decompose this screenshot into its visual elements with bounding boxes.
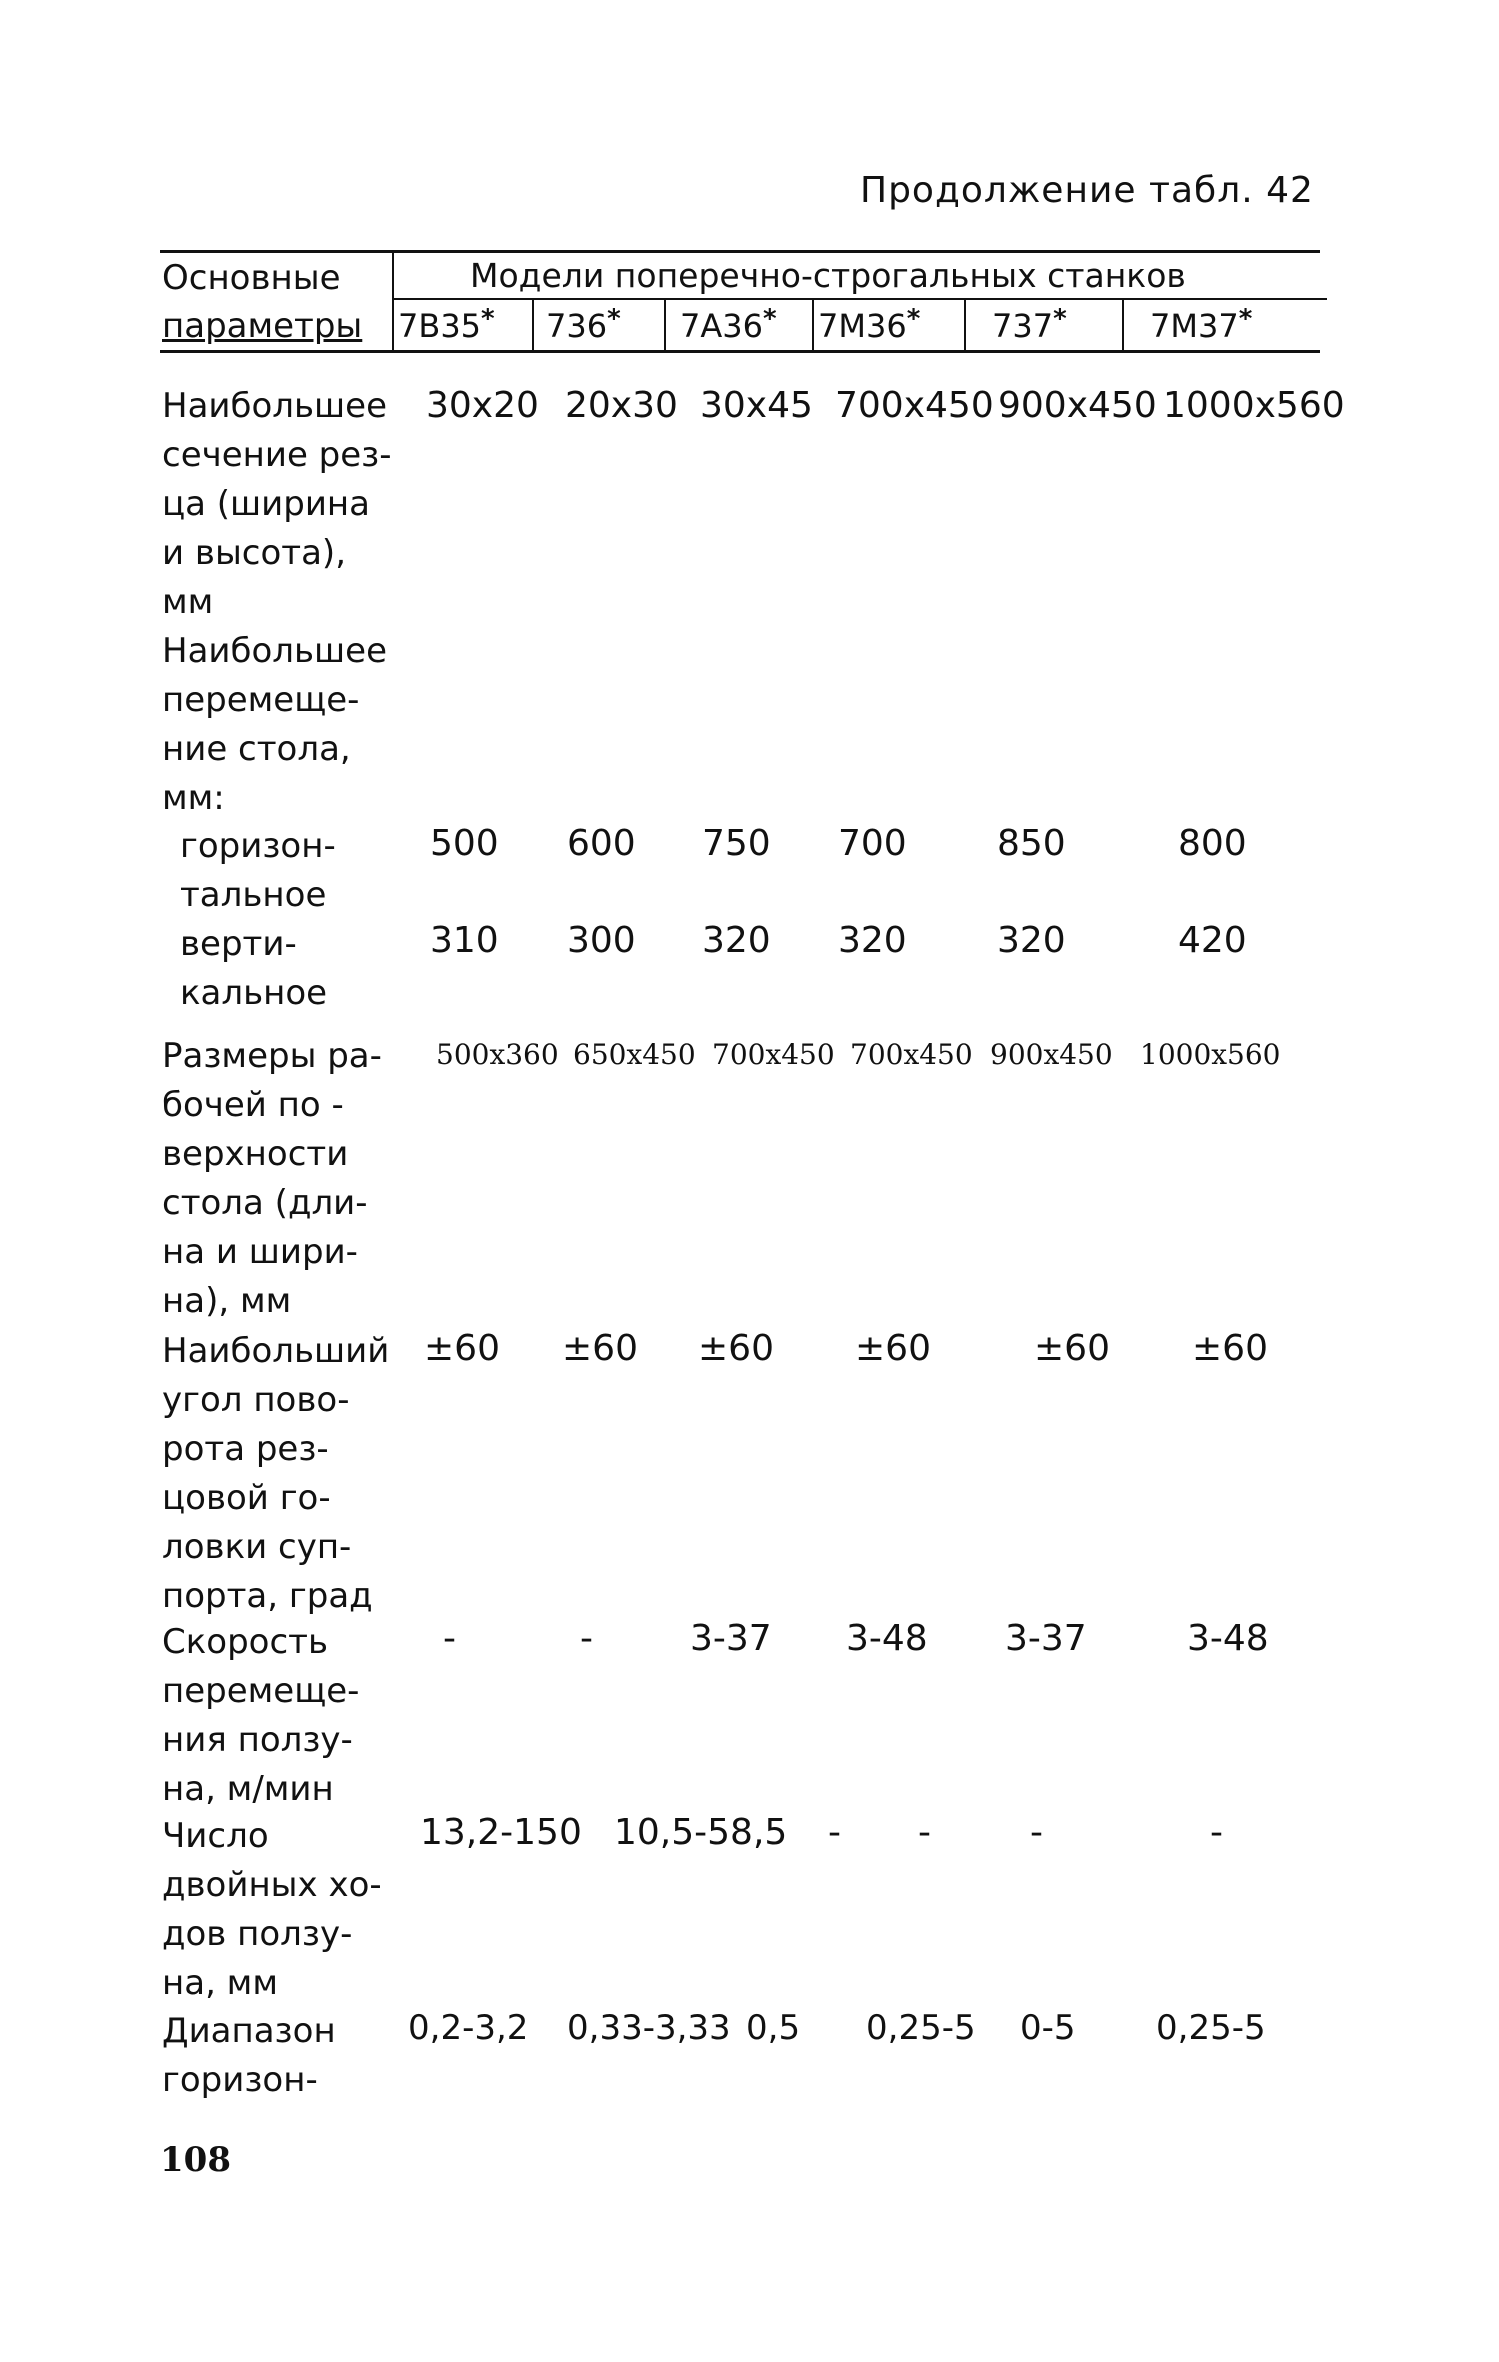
- row-label: Наибольшее перемеще- ние стола, мм:: [162, 631, 387, 818]
- cell-value: 900x450: [998, 385, 1157, 426]
- cell-value: 700x450: [835, 385, 994, 426]
- model-header: 7В35*: [398, 304, 495, 345]
- cell-value: 20x30: [565, 385, 678, 426]
- cell-value: 900x450: [990, 1038, 1113, 1071]
- header-divider: [392, 252, 394, 350]
- row-label: Наибольший угол пово- рота рез- цовой го- ловки суп- порта, град: [162, 1331, 390, 1616]
- cell-value: 700x450: [850, 1038, 973, 1071]
- page-number: 108: [160, 2140, 231, 2180]
- row-label: Диапазон горизон-: [162, 2011, 336, 2100]
- cell-value: ±60: [698, 1328, 774, 1369]
- row-label: Наибольшее сечение рез- ца (ширина и высота), мм: [162, 386, 392, 622]
- cell-value: 500x360: [436, 1038, 559, 1071]
- cell-value: 3-48: [1187, 1618, 1269, 1659]
- cell-value: 10,5-58,5: [614, 1812, 788, 1853]
- header-divider: [664, 300, 666, 350]
- cell-value: 800: [1178, 823, 1247, 864]
- header-param-label: Основные: [162, 258, 341, 298]
- cell-value: 320: [838, 920, 907, 961]
- cell-value: 320: [997, 920, 1066, 961]
- row-label: верти- кальное: [180, 924, 328, 1013]
- cell-value: 0,5: [746, 2008, 801, 2048]
- cell-value: ±60: [1192, 1328, 1268, 1369]
- cell-value: -: [443, 1618, 456, 1659]
- cell-value: 0-5: [1020, 2008, 1076, 2048]
- cell-value: 300: [567, 920, 636, 961]
- row-label: Скорость перемеще- ния ползу- на, м/мин: [162, 1622, 360, 1809]
- cell-value: 320: [702, 920, 771, 961]
- header-top-rule: [160, 250, 1320, 253]
- cell-value: 3-48: [846, 1618, 928, 1659]
- cell-value: 1000x560: [1163, 385, 1345, 426]
- model-header: 7М36*: [818, 304, 921, 345]
- header-divider: [532, 300, 534, 350]
- cell-value: 650x450: [573, 1038, 696, 1071]
- cell-value: 600: [567, 823, 636, 864]
- header-bottom-rule: [160, 350, 1320, 353]
- header-divider: [812, 300, 814, 350]
- model-header: 7М37*: [1150, 304, 1253, 345]
- cell-value: 30x20: [426, 385, 539, 426]
- model-header: 737*: [992, 304, 1067, 345]
- model-header: 7А36*: [680, 304, 777, 345]
- row-label: Размеры ра- бочей по - верхности стола (дли- на и шири- на), мм: [162, 1036, 382, 1321]
- cell-value: 750: [702, 823, 771, 864]
- cell-value: 0,33-3,33: [567, 2008, 731, 2048]
- cell-value: 0,2-3,2: [408, 2008, 529, 2048]
- cell-value: 0,25-5: [1156, 2008, 1266, 2048]
- cell-value: 850: [997, 823, 1066, 864]
- cell-value: 500: [430, 823, 499, 864]
- header-divider: [964, 300, 966, 350]
- cell-value: -: [1210, 1812, 1223, 1853]
- cell-value: ±60: [562, 1328, 638, 1369]
- cell-value: 310: [430, 920, 499, 961]
- row-label: горизон- тальное: [180, 826, 336, 915]
- cell-value: 3-37: [1005, 1618, 1087, 1659]
- cell-value: 30x45: [700, 385, 813, 426]
- cell-value: 420: [1178, 920, 1247, 961]
- table-caption: Продолжение табл. 42: [860, 170, 1314, 211]
- header-param-label: параметры: [162, 306, 363, 346]
- cell-value: -: [1030, 1812, 1043, 1853]
- header-divider: [1122, 300, 1124, 350]
- cell-value: 700: [838, 823, 907, 864]
- cell-value: 0,25-5: [866, 2008, 976, 2048]
- cell-value: 13,2-150: [420, 1812, 582, 1853]
- cell-value: ±60: [424, 1328, 500, 1369]
- cell-value: -: [580, 1618, 593, 1659]
- cell-value: ±60: [855, 1328, 931, 1369]
- header-group-title: Модели поперечно-строгальных станков: [470, 256, 1186, 295]
- cell-value: -: [828, 1812, 841, 1853]
- cell-value: 700x450: [712, 1038, 835, 1071]
- cell-value: ±60: [1034, 1328, 1110, 1369]
- cell-value: -: [918, 1812, 931, 1853]
- cell-value: 3-37: [690, 1618, 772, 1659]
- cell-value: 1000x560: [1140, 1038, 1281, 1071]
- model-header: 736*: [546, 304, 621, 345]
- row-label: Число двойных хо- дов ползу- на, мм: [162, 1816, 382, 2003]
